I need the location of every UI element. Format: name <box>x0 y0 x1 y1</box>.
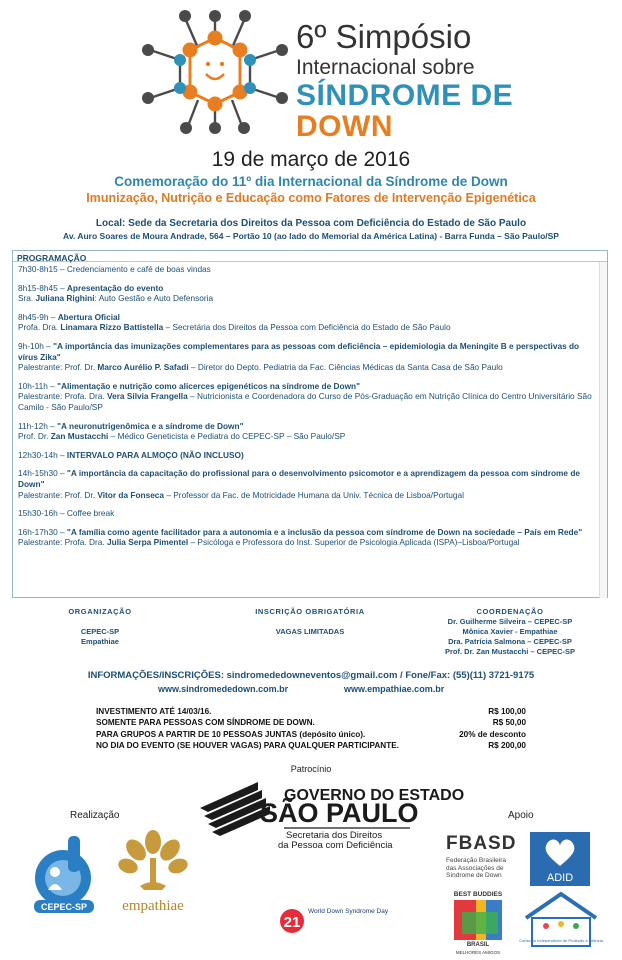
speaker-prefix: Palestrante: Profa. Dra. <box>18 537 108 548</box>
contact-line <box>0 670 622 681</box>
investment-label: INVESTIMENTO ATÉ 14/03/16. <box>96 707 212 716</box>
program-title: "A neuronutrigenômica e a síndrome de Down" <box>57 420 244 431</box>
program-panel <box>12 250 608 598</box>
organization-line: Empathiae <box>81 637 119 646</box>
organization-title: ORGANIZAÇÃO <box>68 607 132 616</box>
governo-sp-logo <box>198 778 465 851</box>
investment-row <box>96 706 526 717</box>
investment-label: NO DIA DO EVENTO (SE HOUVER VAGAS) PARA QUALQUER PARTICIPANTE. <box>96 740 399 750</box>
investment-label: SOMENTE PARA PESSOAS COM SÍNDROME DE DOWN. <box>96 718 315 728</box>
coordination-column <box>425 607 595 657</box>
molecule-smiley-logo <box>140 8 290 136</box>
program-time: 10h-11h <box>18 380 48 391</box>
coordination-line: Dra. Patrícia Salmona – CEPEC-SP <box>448 637 572 646</box>
investment-label: PARA GRUPOS A PARTIR DE 10 PESSOAS JUNTAS (depósito único). <box>96 729 366 739</box>
program-title: Abertura Oficial <box>57 311 120 322</box>
program-time: 16h-17h30 <box>18 526 58 537</box>
international-title: Internacional sobre <box>296 56 475 79</box>
program-scrollbar[interactable] <box>599 262 607 598</box>
coordination-line: Prof. Dr. Zan Mustacchi – CEPEC-SP <box>444 647 576 656</box>
program-time: 9h-10h <box>18 340 44 351</box>
program-item: 16h-17h30 – "A família como agente facilitador para a autonomia e a inclusão da pessoa com síndrome de Down na sociedade – País em Rede" Palestrante: Profa. Dra. Julia Serpa Pimentel – Psicóloga e Professora do Inst. Superior de Psicologia Aplicada (ISPA)–Lisboa/Portugal <box>18 526 583 548</box>
program-time: 15h30-16h <box>18 508 58 519</box>
contact-phone: / Fone/Fax: (55)(11) 3721-9175 <box>397 670 535 681</box>
location-line-2: Av. Auro Soares de Moura Andrade, 564 – Portão 10 (ao lado do Memorial da América Latina) - Barra Funda – São Paulo/SP <box>63 231 559 241</box>
organization-line: CEPEC-SP <box>80 627 120 636</box>
program-item: 12h30-14h – INTERVALO PARA ALMOÇO (NÃO INCLUSO) <box>18 449 244 460</box>
investment-row <box>96 717 526 728</box>
program-time: 11h-12h <box>18 420 48 431</box>
program-item: 10h-11h – "Alimentação e nutrição como alicerces epigenéticos na síndrome de Down" Palestrante: Profa. Dra. Vera Silvia Frangella – Nutricionista e Coordenadora do Curso de Pós-Graduação em Nutrição Clínica do Centro Universitário São Camilo - São Paulo/SP <box>18 380 592 412</box>
program-list <box>13 262 607 548</box>
adid-text: ADID <box>546 872 574 884</box>
program-heading: PROGRAMAÇÃO <box>13 251 607 262</box>
adid-logo <box>530 832 590 886</box>
commemoration-line: Comemoração do 11º dia Internacional da Síndrome de Down <box>114 174 508 189</box>
svg-text:21: 21 <box>283 914 301 931</box>
investment-value: 20% de desconto <box>459 729 526 739</box>
program-title: "A importância da capacitação do profissional para o desenvolvimento psicomotor e a aprendizagem da pessoa com síndrome de Down" <box>18 468 581 489</box>
speaker-role: – Psicóloga e Professora do Inst. Superior de Psicologia Aplicada (ISPA)–Lisboa/Portugal <box>188 537 520 548</box>
best-buddies-logo <box>448 888 508 956</box>
program-item: 14h-15h30 – "A importância da capacitação do profissional para o desenvolvimento psicomotor e a aprendizagem da pessoa com síndrome de Down" Palestrante: Prof. Dr. Vitor da Fonseca – Professor da Fac. de Motricidade Humana da Univ. Técnica de Lisboa/Portugal <box>18 468 581 500</box>
investment-row <box>96 729 526 740</box>
program-time: 7h30-8h15 <box>18 264 58 274</box>
support-heading: Apoio <box>508 810 534 821</box>
speaker-role: : Auto Gestão e Auto Defensoria <box>94 293 214 304</box>
speaker-prefix: Palestrante: Profa. Dra. <box>18 391 108 402</box>
realization-heading: Realização <box>70 810 120 821</box>
speaker-name: Zan Mustacchi <box>50 431 109 442</box>
investment-value: R$ 200,00 <box>488 740 526 750</box>
coordination-title: COORDENAÇÃO <box>476 607 544 616</box>
wdsd-logo <box>278 904 389 938</box>
speaker-name: Vitor da Fonseca <box>97 489 165 500</box>
theme-line: Imunização, Nutrição e Educação como Fatores de Intervenção Epigenética <box>86 191 536 205</box>
program-title: "A importância das imunizações complementares para as pessoas com deficiência – epidemiologia da Meningite B e perspectivas do vírus Zika" <box>18 340 580 362</box>
program-item: 8h15-8h45 – Apresentação do evento Sra. Juliana Righini: Auto Gestão e Auto Defensoria <box>18 282 214 304</box>
contact-email[interactable]: sindromededowneventos@gmail.com <box>226 670 398 681</box>
speaker-prefix: Palestrante: Prof. Dr. <box>18 362 98 373</box>
gov-line-1: GOVERNO DO ESTADO <box>284 787 465 804</box>
speaker-role: – Nutricionista e Coordenadora do Curso de Pós-Graduação em Nutrição Clínica do Centro Universitário São Camilo - São Paulo/SP <box>18 391 592 412</box>
wdsd-text: World Down Syndrome Day <box>308 908 389 915</box>
empathiae-logo <box>110 828 196 918</box>
program-item: 15h30-16h – Coffee break <box>18 508 115 519</box>
location-line-1: Local: Sede da Secretaria dos Direitos da Pessoa com Deficiência do Estado de São Paulo <box>95 218 527 229</box>
speaker-role: – Secretária dos Direitos da Pessoa com Deficiência do Estado de São Paulo <box>163 322 451 333</box>
coordination-line: Mônica Xavier - Empathiae <box>462 627 558 636</box>
program-time: 14h-15h30 <box>18 468 58 479</box>
bb-sub: MELHORES AMIGOS <box>455 950 501 955</box>
gov-line-2: SÃO PAULO <box>260 798 419 828</box>
program-item: 8h45-9h – Abertura Oficial Profa. Dra. Linamara Rizzo Battistella – Secretária dos Direitos da Pessoa com Deficiência do Estado de São Paulo <box>18 311 451 333</box>
speaker-role: – Médico Geneticista e Pediatra do CEPEC-SP – São Paulo/SP <box>108 431 346 442</box>
investment-row <box>96 740 526 751</box>
investment-value: R$ 50,00 <box>492 718 526 728</box>
empathiae-text: empathiae <box>122 898 184 914</box>
fbasd-desc: Federação Brasileira das Associações de Síndrome de Down <box>446 857 506 879</box>
fbasd-logo <box>446 834 522 880</box>
program-time: 8h15-8h45 <box>18 282 58 293</box>
organization-row <box>0 607 622 667</box>
speaker-role: – Diretor do Depto. Pediatria da Fac. Ciências Médicas da Santa Casa de São Paulo <box>188 362 503 373</box>
event-title <box>296 18 596 142</box>
down-title: DOWN <box>296 110 393 143</box>
gov-line-4: da Pessoa com Deficiência <box>278 840 393 851</box>
investment-value: R$ 100,00 <box>488 707 526 716</box>
edition-title: 6º Simpósio <box>296 18 472 55</box>
coordination-line: Dr. Guilherme Silveira – CEPEC-SP <box>447 617 573 626</box>
program-title: "A família como agente facilitador para a autonomia e a inclusão da pessoa com síndrome de Down na sociedade – País em Rede" <box>66 526 583 537</box>
site-sindromededown[interactable]: www.sindromededown.com.br <box>158 684 289 694</box>
registration-title: INSCRIÇÃO OBRIGATÓRIA <box>255 607 365 616</box>
speaker-name: Julia Serpa Pimentel <box>107 537 189 548</box>
conselho-logo <box>516 890 606 954</box>
speaker-prefix: Sra. <box>18 293 36 304</box>
speaker-prefix: Palestrante: Prof. Dr. <box>18 489 98 500</box>
syndrome-title: SÍNDROME DE <box>296 79 514 112</box>
site-empathiae[interactable]: www.empathiae.com.br <box>344 684 445 694</box>
event-date: 19 de março de 2016 <box>211 148 411 171</box>
fbasd-text: FBASD <box>446 833 517 854</box>
speaker-prefix: Prof. Dr. <box>18 431 51 442</box>
program-title: "Alimentação e nutrição como alicerces epigenéticos na síndrome de Down" <box>57 380 361 391</box>
speaker-name: Juliana Righini <box>35 293 95 304</box>
contact-label: INFORMAÇÕES/INSCRIÇÕES: <box>87 670 227 681</box>
program-item: 7h30-8h15 – Credenciamento e café de boas vindas <box>18 264 211 274</box>
program-title: Apresentação do evento <box>66 282 164 293</box>
investment-table <box>96 706 526 751</box>
speaker-name: Marco Aurélio P. Safadi <box>97 362 189 373</box>
speaker-prefix: Profa. Dra. <box>18 322 61 333</box>
program-time: 12h30-14h <box>18 449 58 460</box>
registration-column <box>220 607 400 637</box>
program-title: Credenciamento e café de boas vindas <box>66 264 211 274</box>
speaker-role: – Professor da Fac. de Motricidade Humana da Univ. Técnica de Lisboa/Portugal <box>164 489 464 500</box>
cepec-logo <box>24 832 102 916</box>
organization-column <box>40 607 160 647</box>
speaker-name: Vera Silvia Frangella <box>107 391 188 402</box>
program-time: 8h45-9h <box>18 311 49 322</box>
speaker-name: Linamara Rizzo Battistella <box>60 322 164 333</box>
bb-text: BEST BUDDIES <box>453 891 503 898</box>
program-title: INTERVALO PARA ALMOÇO (NÃO INCLUSO) <box>66 449 244 460</box>
program-item: 11h-12h – "A neuronutrigenômica e a síndrome de Down" Prof. Dr. Zan Mustacchi – Médico Geneticista e Pediatra do CEPEC-SP – São Paulo/SP <box>18 420 346 442</box>
registration-line: VAGAS LIMITADAS <box>275 627 345 636</box>
bb-country: BRASIL <box>466 942 490 948</box>
gov-line-3: Secretaria dos Direitos <box>286 830 383 841</box>
cepec-text: CEPEC-SP <box>40 902 88 912</box>
program-item: 9h-10h – "A importância das imunizações complementares para as pessoas com deficiência – epidemiologia da Meningite B e perspectivas do vírus Zika" Palestrante: Prof. Dr. Marco Aurélio P. Safadi – Diretor do Depto. Pediatria da Fac. Ciências Médicas da Santa Casa de São Paulo <box>18 340 580 373</box>
sponsorship-heading: Patrocínio <box>290 764 332 774</box>
conselho-text: Conselho Independente de Proteção à Infância <box>519 938 603 943</box>
program-title: Coffee break <box>66 508 115 519</box>
